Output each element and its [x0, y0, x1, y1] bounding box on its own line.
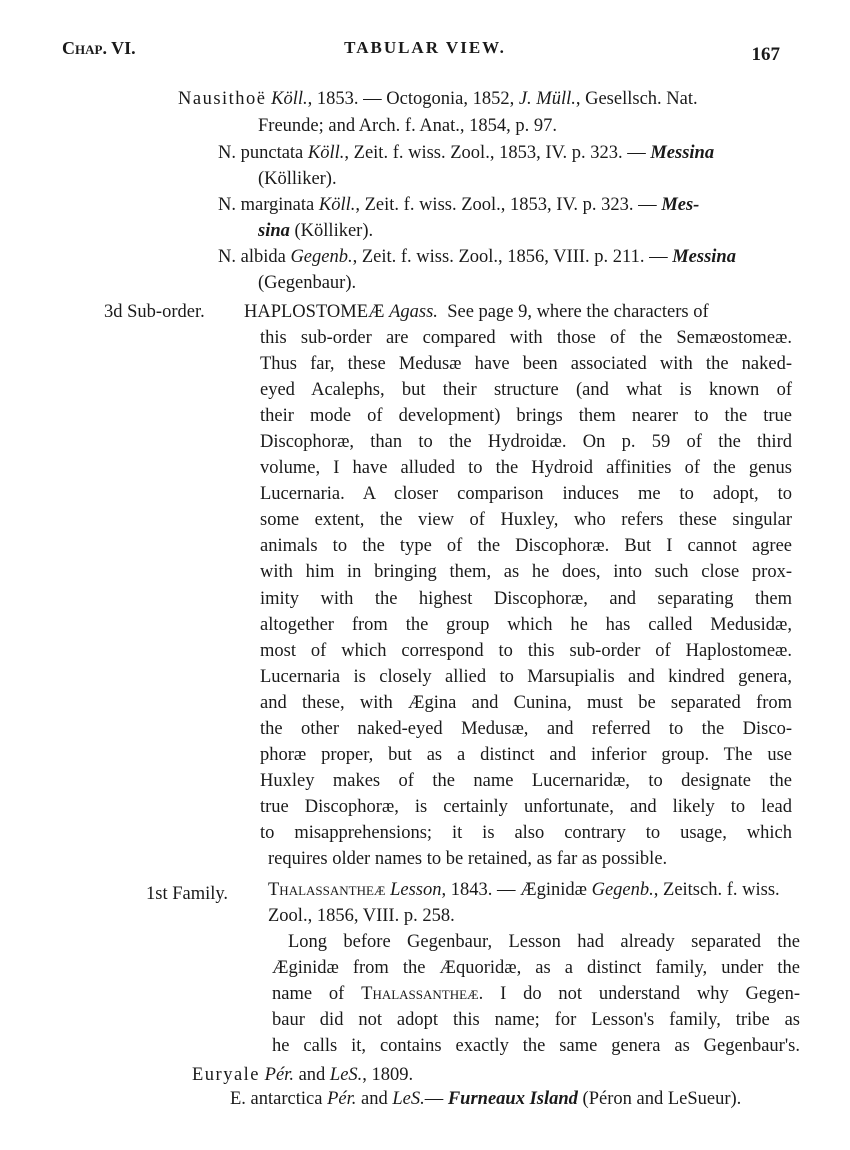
genus-nausithoe-line-2: Freunde; and Arch. f. Anat., 1854, p. 97. — [258, 116, 558, 136]
page-number: 167 — [751, 44, 780, 65]
running-title: TABULAR VIEW. — [344, 38, 506, 57]
suborder-para-line: true Discophoræ, is certainly unfortunate, and likely to lead — [260, 796, 792, 817]
family-para-line-4: baur did not adopt this name; for Lesson's family, tribe as — [272, 1010, 800, 1030]
species-marginata-line-2: sina (Kölliker). — [258, 221, 374, 241]
family-heading: Thalassantheæ Lesson, 1843. — Æginidæ Gegenb., Zeitsch. f. wiss. — [268, 880, 780, 900]
suborder-para-line: phoræ proper, but as a distinct and inferior group. The use — [260, 744, 792, 765]
species-albida-line-2: (Gegenbaur). — [258, 273, 357, 293]
species-antarctica: E. antarctica Pér. and LeS.— Furneaux Island (Péron and LeSueur). — [230, 1089, 742, 1109]
family-para-line-3: name of Thalassantheæ. I do not understand why Gegen- — [272, 984, 800, 1004]
suborder-para-line: Lucernaria. A closer comparison induces me to adopt, to — [260, 484, 792, 505]
family-para-line-2: Æginidæ from the Æquoridæ, as a distinct family, under the — [272, 958, 800, 978]
family-para-line-5: he calls it, contains exactly the same genera as Gegenbaur's. — [272, 1036, 800, 1056]
chapter-label: Chap. VI. — [62, 38, 136, 58]
genus-euryale: Euryale Pér. and LeS., 1809. — [192, 1065, 414, 1085]
suborder-para-line: animals to the type of the Discophoræ. But I cannot agree — [260, 536, 792, 557]
suborder-para-line: most of which correspond to this sub-order of Haplostomeæ. — [260, 640, 792, 661]
species-punctata: N. punctata Köll., Zeit. f. wiss. Zool., 1853, IV. p. 323. — Messina — [218, 143, 715, 163]
suborder-para-line: the other naked-eyed Medusæ, and referred to the Disco- — [260, 718, 792, 739]
suborder-para-line: Huxley makes of the name Lucernaridæ, to designate the — [260, 770, 792, 791]
suborder-para-line: imity with the highest Discophoræ, and separating them — [260, 588, 792, 609]
suborder-para-line: Lucernaria is closely allied to Marsupialis and kindred genera, — [260, 666, 792, 687]
family-heading-line-2: Zool., 1856, VIII. p. 258. — [268, 906, 455, 926]
family-label: 1st Family. — [146, 884, 229, 904]
species-marginata: N. marginata Köll., Zeit. f. wiss. Zool., 1853, IV. p. 323. — Mes- — [218, 195, 700, 215]
suborder-para-line: with him in bringing them, as he does, into such close prox- — [260, 562, 792, 583]
suborder-heading: HAPLOSTOMEÆ Agass. See page 9, where the characters of — [244, 302, 709, 322]
suborder-para-line: and these, with Ægina and Cunina, must be separated from — [260, 692, 792, 713]
suborder-para-line: volume, I have alluded to the Hydroid affinities of the genus — [260, 458, 792, 479]
suborder-para-line: altogether from the group which he has called Medusidæ, — [260, 614, 792, 635]
species-albida: N. albida Gegenb., Zeit. f. wiss. Zool., 1856, VIII. p. 211. — Messina — [218, 247, 736, 267]
suborder-para-line: Thus far, these Medusæ have been associated with the naked- — [260, 354, 792, 375]
suborder-para-line: eyed Acalephs, but their structure (and what is known of — [260, 380, 792, 401]
suborder-last-line: requires older names to be retained, as far as possible. — [268, 849, 668, 869]
suborder-para-line: some extent, the view of Huxley, who refers these singular — [260, 510, 792, 531]
family-para-line-1: Long before Gegenbaur, Lesson had already separated the — [288, 932, 800, 952]
suborder-para-line: their mode of development) brings them nearer to the true — [260, 406, 792, 427]
suborder-para-line: Discophoræ, than to the Hydroidæ. On p. 59 of the third — [260, 432, 792, 453]
suborder-para-line: to misapprehensions; it is also contrary to usage, which — [260, 822, 792, 843]
genus-nausithoe-line-1: Nausithoë Köll., 1853. — Octogonia, 1852, J. Müll., Gesellsch. Nat. — [178, 89, 698, 109]
species-punctata-line-2: (Kölliker). — [258, 169, 337, 189]
suborder-para-line: this sub-order are compared with those of the Semæostomeæ. — [260, 328, 792, 348]
running-header — [62, 38, 788, 68]
suborder-label: 3d Sub-order. — [104, 302, 205, 322]
